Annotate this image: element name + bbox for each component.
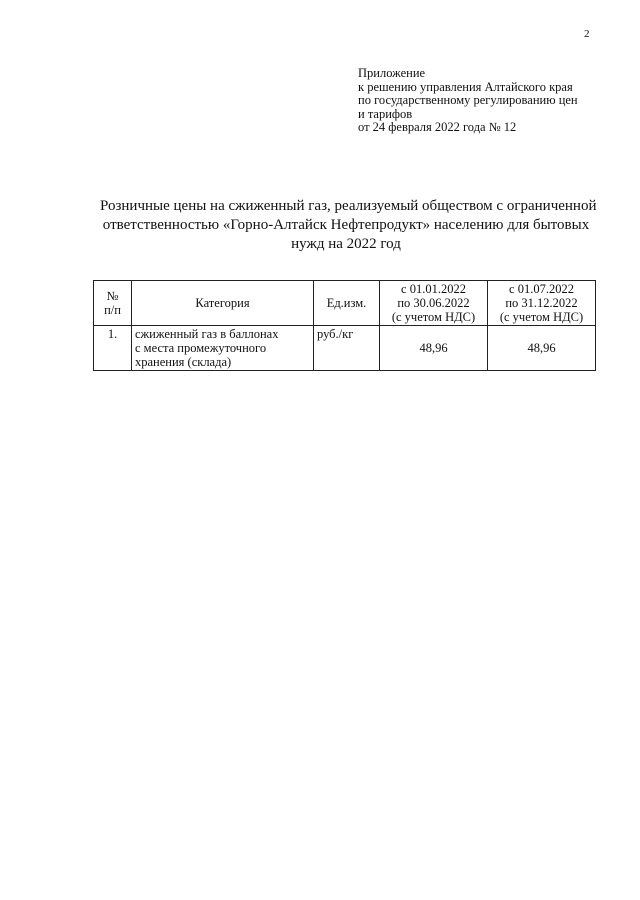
- document-title: [100, 197, 597, 254]
- header-unit: Ед.изм.: [314, 281, 380, 326]
- table-header-row: [94, 281, 596, 326]
- table-row: [94, 326, 596, 371]
- title-line: Розничные цены на сжиженный газ, реализуемый обществом с ограниченной: [100, 198, 597, 214]
- appendix-line: по государственному регулированию цен: [358, 93, 578, 108]
- page-number: 2: [584, 28, 590, 40]
- appendix-line: к решению управления Алтайского края: [358, 79, 573, 94]
- appendix-line: от 24 февраля 2022 года № 12: [358, 120, 517, 135]
- row-unit: руб./кг: [314, 326, 380, 371]
- row-price-period-2: 48,96: [488, 326, 596, 371]
- title-line: ответственностью «Горно-Алтайск Нефтепродукт» населению для бытовых: [102, 217, 590, 233]
- row-category: сжиженный газ в баллонах с места промежуточного хранения (склада): [132, 326, 314, 371]
- appendix-line: и тарифов: [358, 106, 413, 121]
- appendix-line: Приложение: [358, 66, 426, 80]
- price-table: [93, 280, 596, 371]
- header-number: № п/п: [94, 281, 132, 326]
- title-line: нужд на 2022 год: [291, 236, 401, 252]
- row-price-period-1: 48,96: [380, 326, 488, 371]
- header-period-1: с 01.01.2022 по 30.06.2022 (с учетом НДС): [380, 281, 488, 326]
- header-category: Категория: [132, 281, 314, 326]
- header-period-2: с 01.07.2022 по 31.12.2022 (с учетом НДС): [488, 281, 596, 326]
- row-number: 1.: [94, 326, 132, 371]
- appendix-header: [358, 67, 592, 135]
